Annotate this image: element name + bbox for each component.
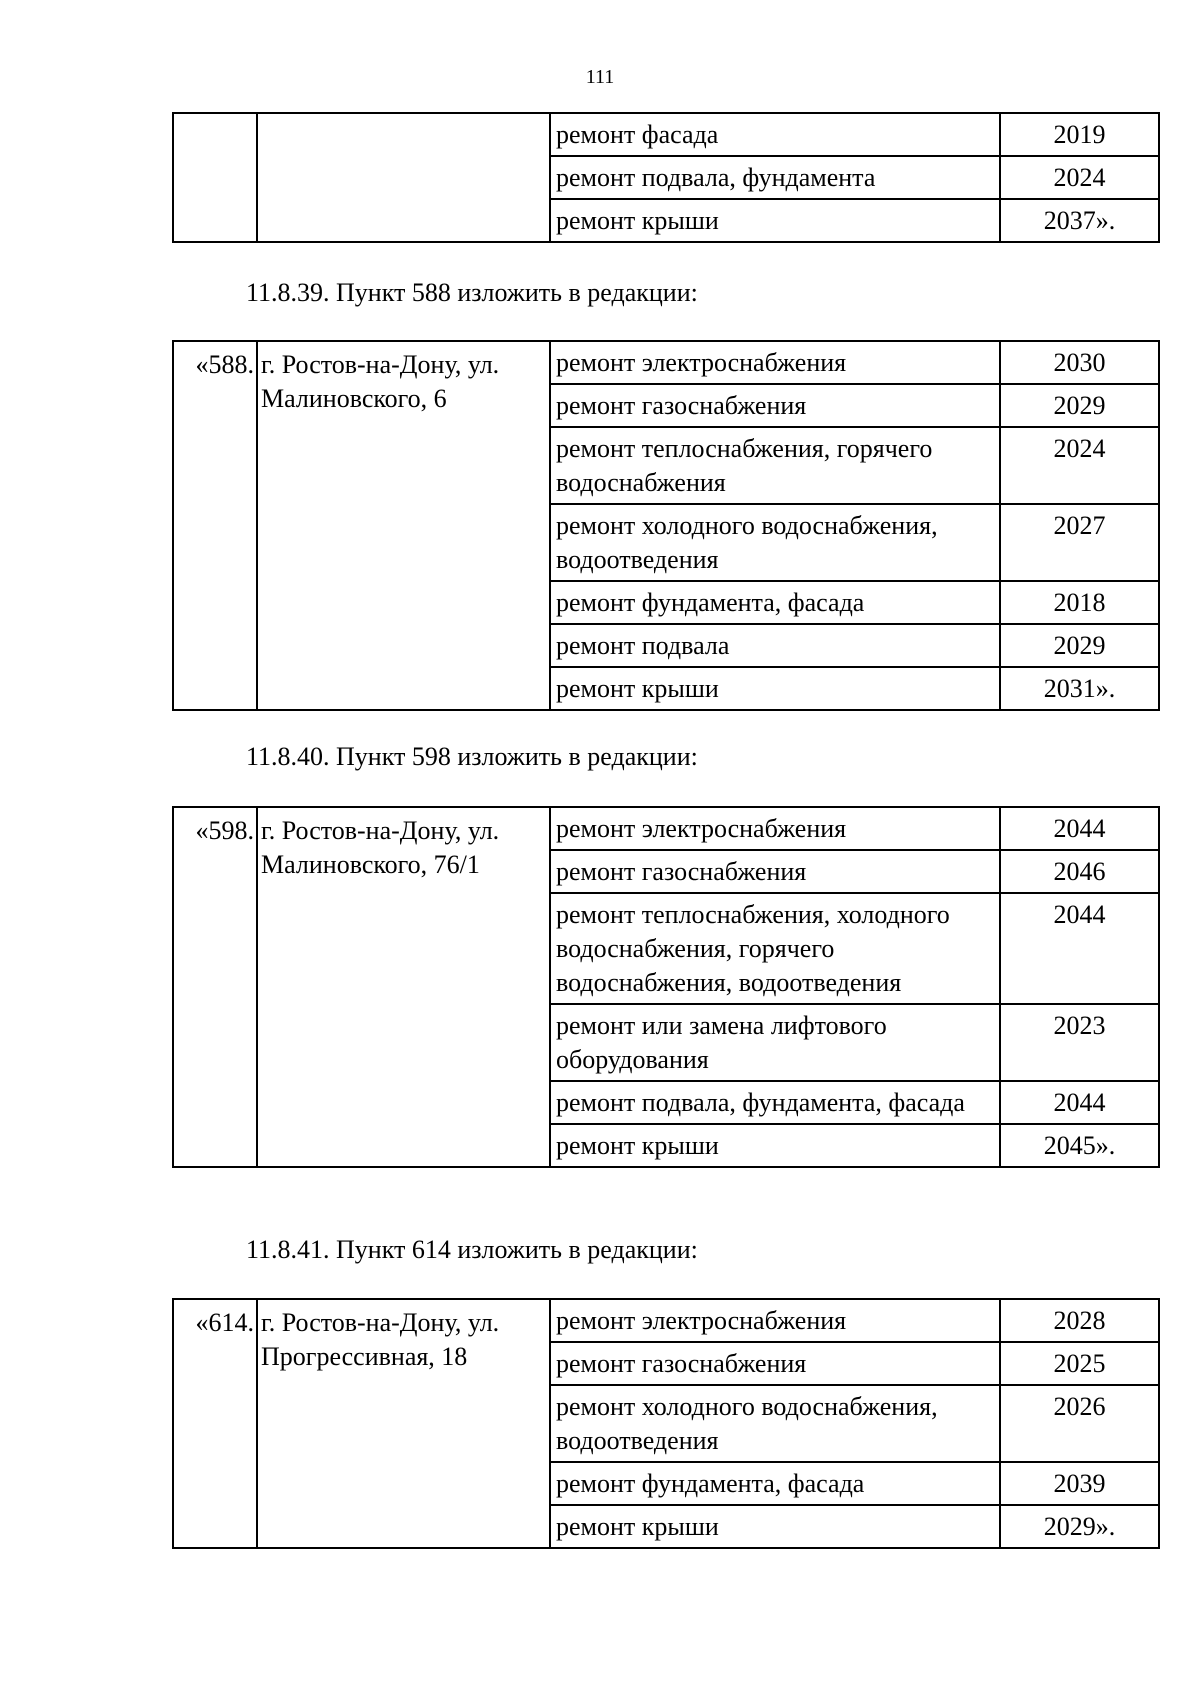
- work-type-cell: ремонт подвала: [550, 624, 1000, 667]
- year-cell: 2024: [1000, 427, 1159, 504]
- work-type-cell: ремонт электроснабжения: [550, 1299, 1000, 1342]
- year-cell: 2018: [1000, 581, 1159, 624]
- year-cell: 2028: [1000, 1299, 1159, 1342]
- table-row: [173, 1299, 1159, 1342]
- work-type-cell: ремонт фундамента, фасада: [550, 581, 1000, 624]
- section-heading: 11.8.39. Пункт 588 изложить в редакции:: [246, 278, 698, 307]
- year-cell: 2031».: [1000, 667, 1159, 710]
- year-cell: 2029: [1000, 624, 1159, 667]
- item-table-588: [172, 340, 1160, 711]
- year-cell: 2025: [1000, 1342, 1159, 1385]
- year-cell: 2046: [1000, 850, 1159, 893]
- section-heading: 11.8.41. Пункт 614 изложить в редакции:: [246, 1235, 698, 1264]
- item-number-cell: «598.: [173, 807, 257, 1167]
- work-type-cell: ремонт подвала, фундамента: [550, 156, 1000, 199]
- work-type-cell: ремонт крыши: [550, 1124, 1000, 1167]
- item-number-cell: [173, 113, 257, 242]
- page-number: 111: [585, 66, 615, 88]
- table-row: [173, 341, 1159, 384]
- year-cell: 2024: [1000, 156, 1159, 199]
- year-cell: 2037».: [1000, 199, 1159, 242]
- work-type-cell: ремонт электроснабжения: [550, 807, 1000, 850]
- work-type-cell: ремонт фундамента, фасада: [550, 1462, 1000, 1505]
- year-cell: 2029: [1000, 384, 1159, 427]
- work-type-cell: ремонт подвала, фундамента, фасада: [550, 1081, 1000, 1124]
- year-cell: 2019: [1000, 113, 1159, 156]
- year-cell: 2044: [1000, 807, 1159, 850]
- year-cell: 2045».: [1000, 1124, 1159, 1167]
- work-type-cell: ремонт крыши: [550, 1505, 1000, 1548]
- address-cell: г. Ростов-на-Дону, ул. Малиновского, 76/1: [257, 807, 550, 1167]
- address-cell: г. Ростов-на-Дону, ул. Прогрессивная, 18: [257, 1299, 550, 1548]
- work-type-cell: ремонт теплоснабжения, горячего водоснабжения: [550, 427, 1000, 504]
- work-type-cell: ремонт холодного водоснабжения, водоотведения: [550, 1385, 1000, 1462]
- work-type-cell: ремонт электроснабжения: [550, 341, 1000, 384]
- work-type-cell: ремонт газоснабжения: [550, 384, 1000, 427]
- section-heading: 11.8.40. Пункт 598 изложить в редакции:: [246, 742, 698, 771]
- item-number-cell: «614.: [173, 1299, 257, 1548]
- item-table-598: [172, 806, 1160, 1168]
- work-type-cell: ремонт газоснабжения: [550, 1342, 1000, 1385]
- year-cell: 2039: [1000, 1462, 1159, 1505]
- work-type-cell: ремонт холодного водоснабжения, водоотведения: [550, 504, 1000, 581]
- year-cell: 2030: [1000, 341, 1159, 384]
- continuation-table: [172, 112, 1160, 243]
- year-cell: 2044: [1000, 893, 1159, 1004]
- work-type-cell: ремонт газоснабжения: [550, 850, 1000, 893]
- work-type-cell: ремонт фасада: [550, 113, 1000, 156]
- year-cell: 2027: [1000, 504, 1159, 581]
- work-type-cell: ремонт или замена лифтового оборудования: [550, 1004, 1000, 1081]
- table-row: [173, 807, 1159, 850]
- work-type-cell: ремонт крыши: [550, 667, 1000, 710]
- table-row: [173, 113, 1159, 156]
- item-table-614: [172, 1298, 1160, 1549]
- address-cell: [257, 113, 550, 242]
- year-cell: 2029».: [1000, 1505, 1159, 1548]
- year-cell: 2023: [1000, 1004, 1159, 1081]
- work-type-cell: ремонт теплоснабжения, холодного водоснабжения, горячего водоснабжения, водоотведения: [550, 893, 1000, 1004]
- year-cell: 2044: [1000, 1081, 1159, 1124]
- address-cell: г. Ростов-на-Дону, ул. Малиновского, 6: [257, 341, 550, 710]
- year-cell: 2026: [1000, 1385, 1159, 1462]
- item-number-cell: «588.: [173, 341, 257, 710]
- work-type-cell: ремонт крыши: [550, 199, 1000, 242]
